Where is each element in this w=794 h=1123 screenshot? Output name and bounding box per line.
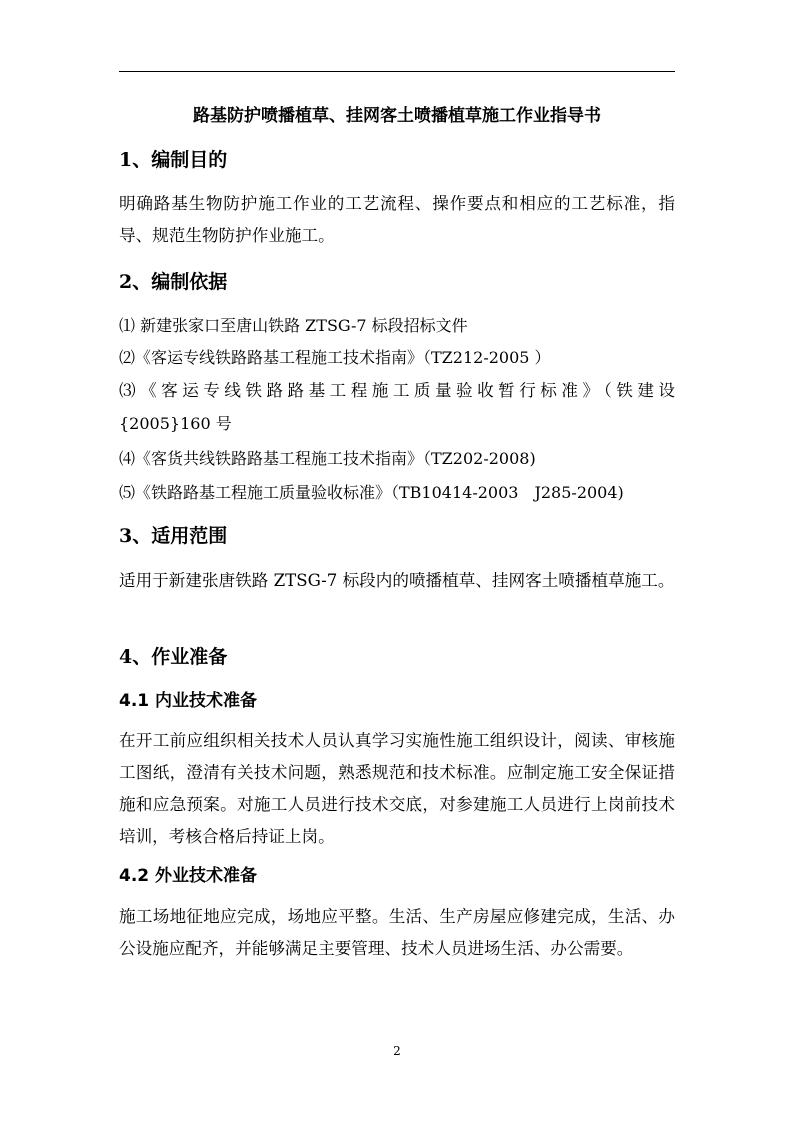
section-1-paragraph: 明确路基生物防护施工作业的工艺流程、操作要点和相应的工艺标准，指导、规范生物防护作业施工。 [119, 194, 675, 245]
section-3-heading: 3、适用范围 [119, 525, 228, 547]
reference-item-5: ⑸《铁路路基工程施工质量验收标准》（TB10414-2003 J285-2004) [119, 483, 624, 502]
header-rule [119, 71, 675, 72]
document-title: 路基防护喷播植草、挂网客土喷播植草施工作业指导书 [193, 106, 601, 126]
section-2-heading: 2、编制依据 [119, 271, 228, 293]
page-number: 2 [393, 1044, 401, 1058]
subsection-4-2-paragraph: 施工场地征地应完成，场地应平整。生活、生产房屋应修建完成，生活、办公设施应配齐，并能够满足主要管理、技术人员进场生活、办公需要。 [119, 907, 675, 958]
section-1-heading: 1、编制目的 [119, 149, 228, 171]
reference-item-1: ⑴ 新建张家口至唐山铁路 ZTSG-7 标段招标文件 [119, 316, 468, 335]
subsection-4-1-paragraph: 在开工前应组织相关技术人员认真学习实施性施工组织设计，阅读、审核施工图纸，澄清有关技术问题，熟悉规范和技术标准。应制定施工安全保证措施和应急预案。对施工人员进行技术交底，对参建施工人员进行上岗前技术培训，考核合格后持证上岗。 [119, 731, 675, 846]
reference-item-2: ⑵《客运专线铁路路基工程施工技术指南》（TZ212-2005 ） [119, 348, 551, 367]
subsection-4-2-heading: 4.2 外业技术准备 [119, 866, 258, 886]
reference-item-4: ⑷《客货共线铁路路基工程施工技术指南》（TZ202-2008) [119, 449, 536, 468]
subsection-4-1-heading: 4.1 内业技术准备 [119, 691, 258, 711]
reference-item-3-continued: {2005}160 号 [119, 414, 232, 433]
section-4-heading: 4、作业准备 [119, 646, 228, 668]
reference-item-3: ⑶《客运专线铁路路基工程施工质量验收暂行标准》（铁建设 [119, 381, 675, 400]
section-3-paragraph: 适用于新建张唐铁路 ZTSG-7 标段内的喷播植草、挂网客土喷播植草施工。 [119, 571, 675, 590]
